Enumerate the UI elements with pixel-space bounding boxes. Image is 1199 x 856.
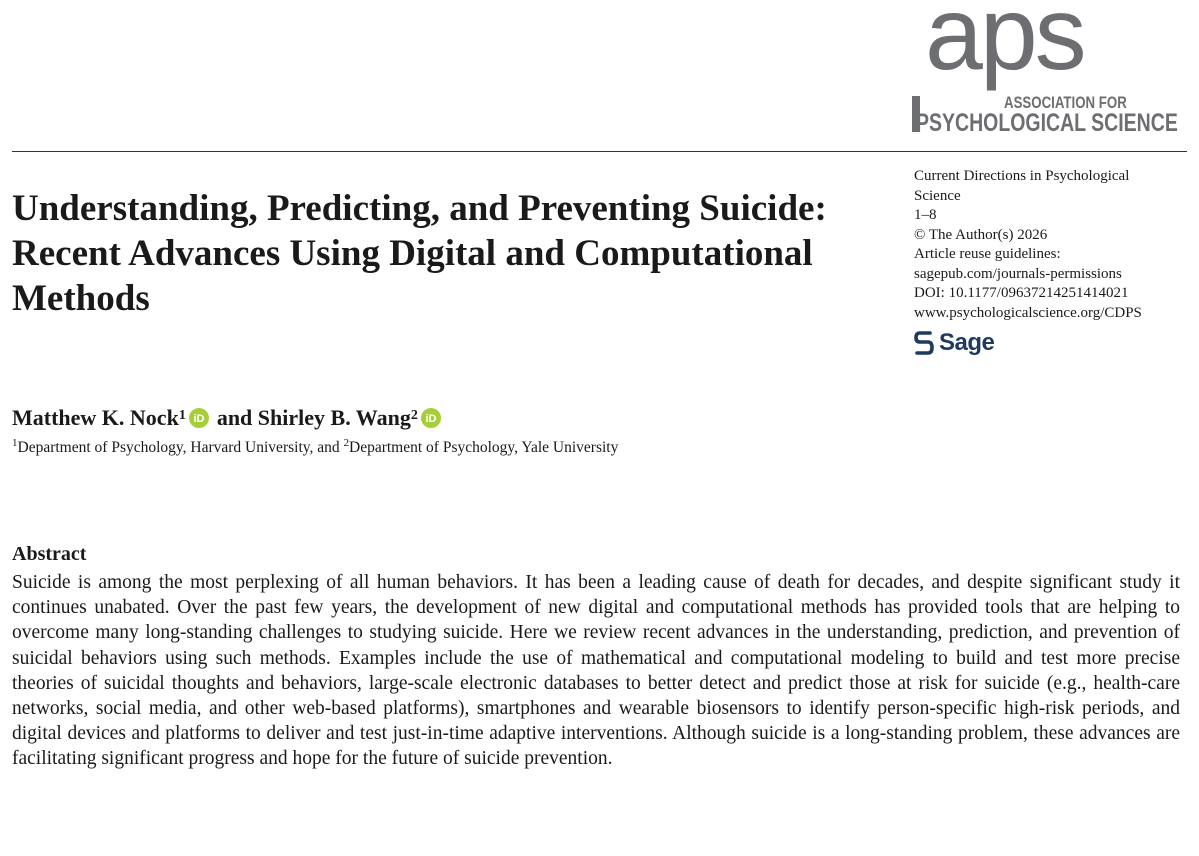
affiliation-text: Department of Psychology, Yale University bbox=[349, 439, 619, 457]
sage-wordmark: Sage bbox=[939, 329, 995, 356]
affiliation-text: Department of Psychology, Harvard University, and bbox=[17, 439, 344, 457]
header-rule bbox=[12, 151, 1187, 152]
author-superscript: 1 bbox=[178, 408, 186, 423]
orcid-icon[interactable] bbox=[189, 408, 209, 428]
abstract-heading: Abstract bbox=[12, 543, 87, 565]
article-title: Understanding, Predicting, and Preventing Suicide: Recent Advances Using Digital and Computational Methods bbox=[12, 188, 827, 319]
reuse-label: Article reuse guidelines: bbox=[914, 246, 1061, 262]
journal-name-line2: Science bbox=[914, 187, 961, 204]
page-range: 1–8 bbox=[914, 207, 937, 223]
orcid-icon[interactable] bbox=[421, 408, 441, 428]
sage-s-icon bbox=[914, 330, 934, 356]
author-name: Matthew K. Nock bbox=[12, 405, 179, 430]
reuse-link[interactable]: sagepub.com/journals-permissions bbox=[914, 265, 1122, 282]
affiliation-superscript: 1 bbox=[12, 437, 18, 449]
journal-url[interactable]: www.psychologicalscience.org/CDPS bbox=[914, 304, 1142, 321]
svg-text:iD: iD bbox=[425, 413, 437, 426]
aps-logo-line2: PSYCHOLOGICAL SCIENCE bbox=[916, 109, 1178, 137]
sage-logo bbox=[914, 329, 994, 357]
author-connector: and bbox=[216, 405, 253, 430]
author-name: Shirley B. Wang bbox=[257, 405, 411, 430]
aps-logo-letters: aps bbox=[925, 0, 1084, 92]
affiliations bbox=[12, 437, 618, 457]
aps-logo-line1: ASSOCIATION FOR bbox=[1004, 93, 1127, 112]
author-superscript: 2 bbox=[410, 408, 418, 423]
copyright: © The Author(s) 2026 bbox=[914, 226, 1048, 243]
journal-info bbox=[914, 167, 1194, 323]
author-line bbox=[12, 405, 449, 431]
doi[interactable]: DOI: 10.1177/09637214251414021 bbox=[914, 285, 1129, 301]
affiliation-superscript: 2 bbox=[343, 437, 349, 449]
journal-name-line1: Current Directions in Psychological bbox=[914, 168, 1130, 184]
svg-text:iD: iD bbox=[193, 413, 205, 426]
abstract-body: Suicide is among the most perplexing of all human behaviors. It has been a leading cause of death for decades, and despite significant study it continues unabated. Over the past few years, the development of new digital and computational methods has provided tools that are helping to overcome many long-standing challenges to studying suicide. Here we review recent advances in the understanding, prediction, and prevention of suicidal behaviors using such methods. Examples include the use of mathematical and computational modeling to build and test more precise theories of suicidal thoughts and behaviors, large-scale electronic databases to better detect and predict those at risk for suicide (e.g., health-care networks, social media, and other web-based platforms), smartphones and wearable biosensors to identify person-specific high-risk periods, and digital devices and platforms to deliver and test just-in-time adaptive interventions. Although suicide is a long-standing problem, these advances are facilitating significant progress and hope for the future of suicide prevention. bbox=[12, 572, 1180, 770]
